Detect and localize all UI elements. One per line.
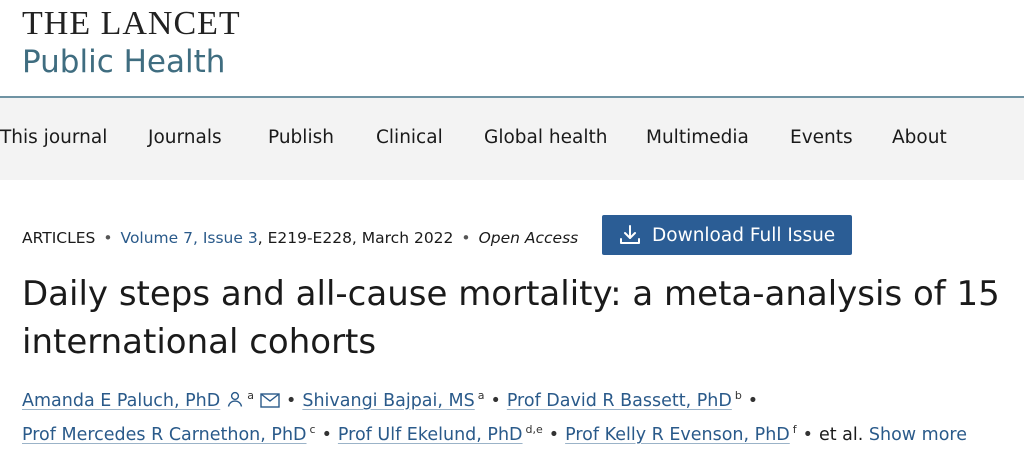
author-affiliation: c	[309, 423, 316, 437]
journal-logo[interactable]	[22, 6, 241, 80]
pages-date: E219-E228, March 2022	[267, 229, 454, 247]
article-meta	[22, 229, 578, 247]
author-separator: •	[286, 391, 297, 411]
open-access-label: Open Access	[478, 229, 579, 247]
volume-issue-link[interactable]: Volume 7, Issue 3	[120, 229, 258, 247]
author-affiliation: b	[734, 389, 742, 403]
nav-item-about[interactable]: About	[892, 127, 947, 148]
author-link[interactable]: Prof David R Bassett, PhD	[506, 391, 732, 411]
meta-comma: ,	[257, 229, 268, 247]
author-link[interactable]: Shivangi Bajpai, MS	[302, 391, 475, 411]
author-separator: •	[747, 391, 759, 411]
meta-separator: •	[461, 229, 471, 247]
show-more-authors-button[interactable]: Show more	[868, 425, 968, 445]
author-affiliation: f	[792, 423, 797, 437]
et-al-text: et al.	[818, 425, 864, 445]
author-link[interactable]: Amanda E Paluch, PhD	[22, 391, 221, 411]
author-separator: •	[490, 391, 501, 411]
nav-item-events[interactable]: Events	[790, 127, 853, 148]
author-separator: •	[802, 425, 813, 445]
nav-item-journals[interactable]: Journals	[148, 127, 222, 148]
author-link[interactable]: Prof Mercedes R Carnethon, PhD	[22, 425, 307, 445]
download-full-issue-button[interactable]	[602, 215, 852, 255]
article-type: ARTICLES	[22, 229, 96, 247]
author-link[interactable]: Prof Ulf Ekelund, PhD	[337, 425, 523, 445]
person-icon[interactable]	[226, 390, 244, 408]
author-affiliation: a	[247, 389, 255, 403]
nav-item-clinical[interactable]: Clinical	[376, 127, 443, 148]
nav-item-this-journal[interactable]: This journal	[0, 127, 108, 148]
nav-item-global-health[interactable]: Global health	[484, 127, 608, 148]
author-affiliation: a	[477, 389, 485, 403]
nav-item-publish[interactable]: Publish	[268, 127, 334, 148]
meta-separator: •	[103, 229, 113, 247]
envelope-icon[interactable]	[260, 393, 280, 408]
main-nav	[0, 98, 1024, 180]
author-separator: •	[321, 425, 332, 445]
author-link[interactable]: Prof Kelly R Evenson, PhD	[565, 425, 790, 445]
author-separator: •	[548, 425, 560, 445]
article-title: Daily steps and all-cause mortality: a meta-analysis of 15 international cohorts	[22, 274, 1000, 362]
logo-public-health: Public Health	[22, 44, 226, 80]
download-icon	[618, 223, 642, 247]
download-button-label: Download Full Issue	[652, 224, 836, 246]
logo-the-lancet: THE LANCET	[22, 5, 241, 42]
nav-item-multimedia[interactable]: Multimedia	[646, 127, 749, 148]
author-affiliation: d,e	[525, 423, 543, 437]
author-list	[22, 384, 1012, 452]
